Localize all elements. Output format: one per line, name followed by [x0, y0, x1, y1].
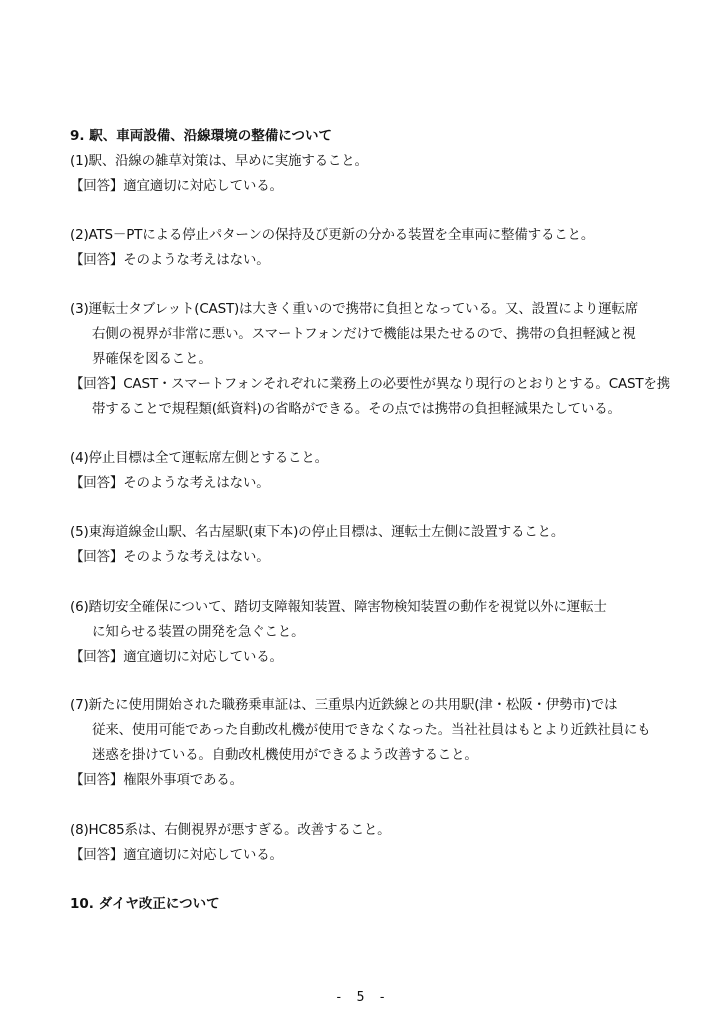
item-6-request-line-1: (6)踏切安全確保について、踏切支障報知装置、障害物検知装置の動作を視覚以外に運転士 — [70, 599, 607, 615]
item-1-request: (1)駅、沿線の雑草対策は、早めに実施すること。 — [70, 153, 368, 169]
page-number: - 5 - — [334, 990, 390, 1005]
item-3-request-line-1: (3)運転士タブレット(CAST)は大きく重いので携帯に負担となっている。又、設置により運転席 — [70, 301, 639, 317]
item-2-request: (2)ATS－PTによる停止パターンの保持及び更新の分かる装置を全車両に整備すること。 — [70, 227, 595, 243]
section-9-heading: 9. 駅、車両設備、沿線環境の整備について — [70, 128, 332, 144]
item-5-answer: 【回答】そのような考えはない。 — [70, 549, 270, 565]
item-6-answer: 【回答】適宜適切に対応している。 — [70, 649, 283, 665]
item-8-request: (8)HC85系は、右側視界が悪すぎる。改善すること。 — [70, 822, 391, 838]
item-7-request-line-1: (7)新たに使用開始された職務乗車証は、三重県内近鉄線との共用駅(津・松阪・伊勢市)では — [70, 697, 618, 713]
item-4-request: (4)停止目標は全て運転席左側とすること。 — [70, 450, 328, 466]
item-8-answer: 【回答】適宜適切に対応している。 — [70, 847, 283, 863]
item-3-answer-line-1: 【回答】CAST・スマートフォンそれぞれに業務上の必要性が異なり現行のとおりとする。CASTを携 — [70, 376, 671, 392]
item-1-answer: 【回答】適宜適切に対応している。 — [70, 178, 283, 194]
item-3-request-line-3: 界確保を図ること。 — [92, 351, 212, 367]
item-4-answer: 【回答】そのような考えはない。 — [70, 475, 270, 491]
item-2-answer: 【回答】そのような考えはない。 — [70, 252, 270, 268]
section-10-heading: 10. ダイヤ改正について — [70, 896, 220, 912]
item-3-answer-line-2: 帯することで規程類(紙資料)の省略ができる。その点では携帯の負担軽減果たしている。 — [92, 401, 621, 417]
item-5-request: (5)東海道線金山駅、名古屋駅(東下本)の停止目標は、運転士左側に設置すること。 — [70, 524, 565, 540]
item-3-request-line-2: 右側の視界が非常に悪い。スマートフォンだけで機能は果たせるので、携帯の負担軽減と視 — [92, 326, 636, 342]
item-6-request-line-2: に知らせる装置の開発を急ぐこと。 — [92, 624, 305, 640]
item-7-answer: 【回答】権限外事項である。 — [70, 772, 243, 788]
item-7-request-line-2: 従来、使用可能であった自動改札機が使用できなくなった。当社社員はもとより近鉄社員にも — [92, 722, 651, 738]
item-7-request-line-3: 迷惑を掛けている。自動改札機使用ができるよう改善すること。 — [92, 747, 478, 763]
